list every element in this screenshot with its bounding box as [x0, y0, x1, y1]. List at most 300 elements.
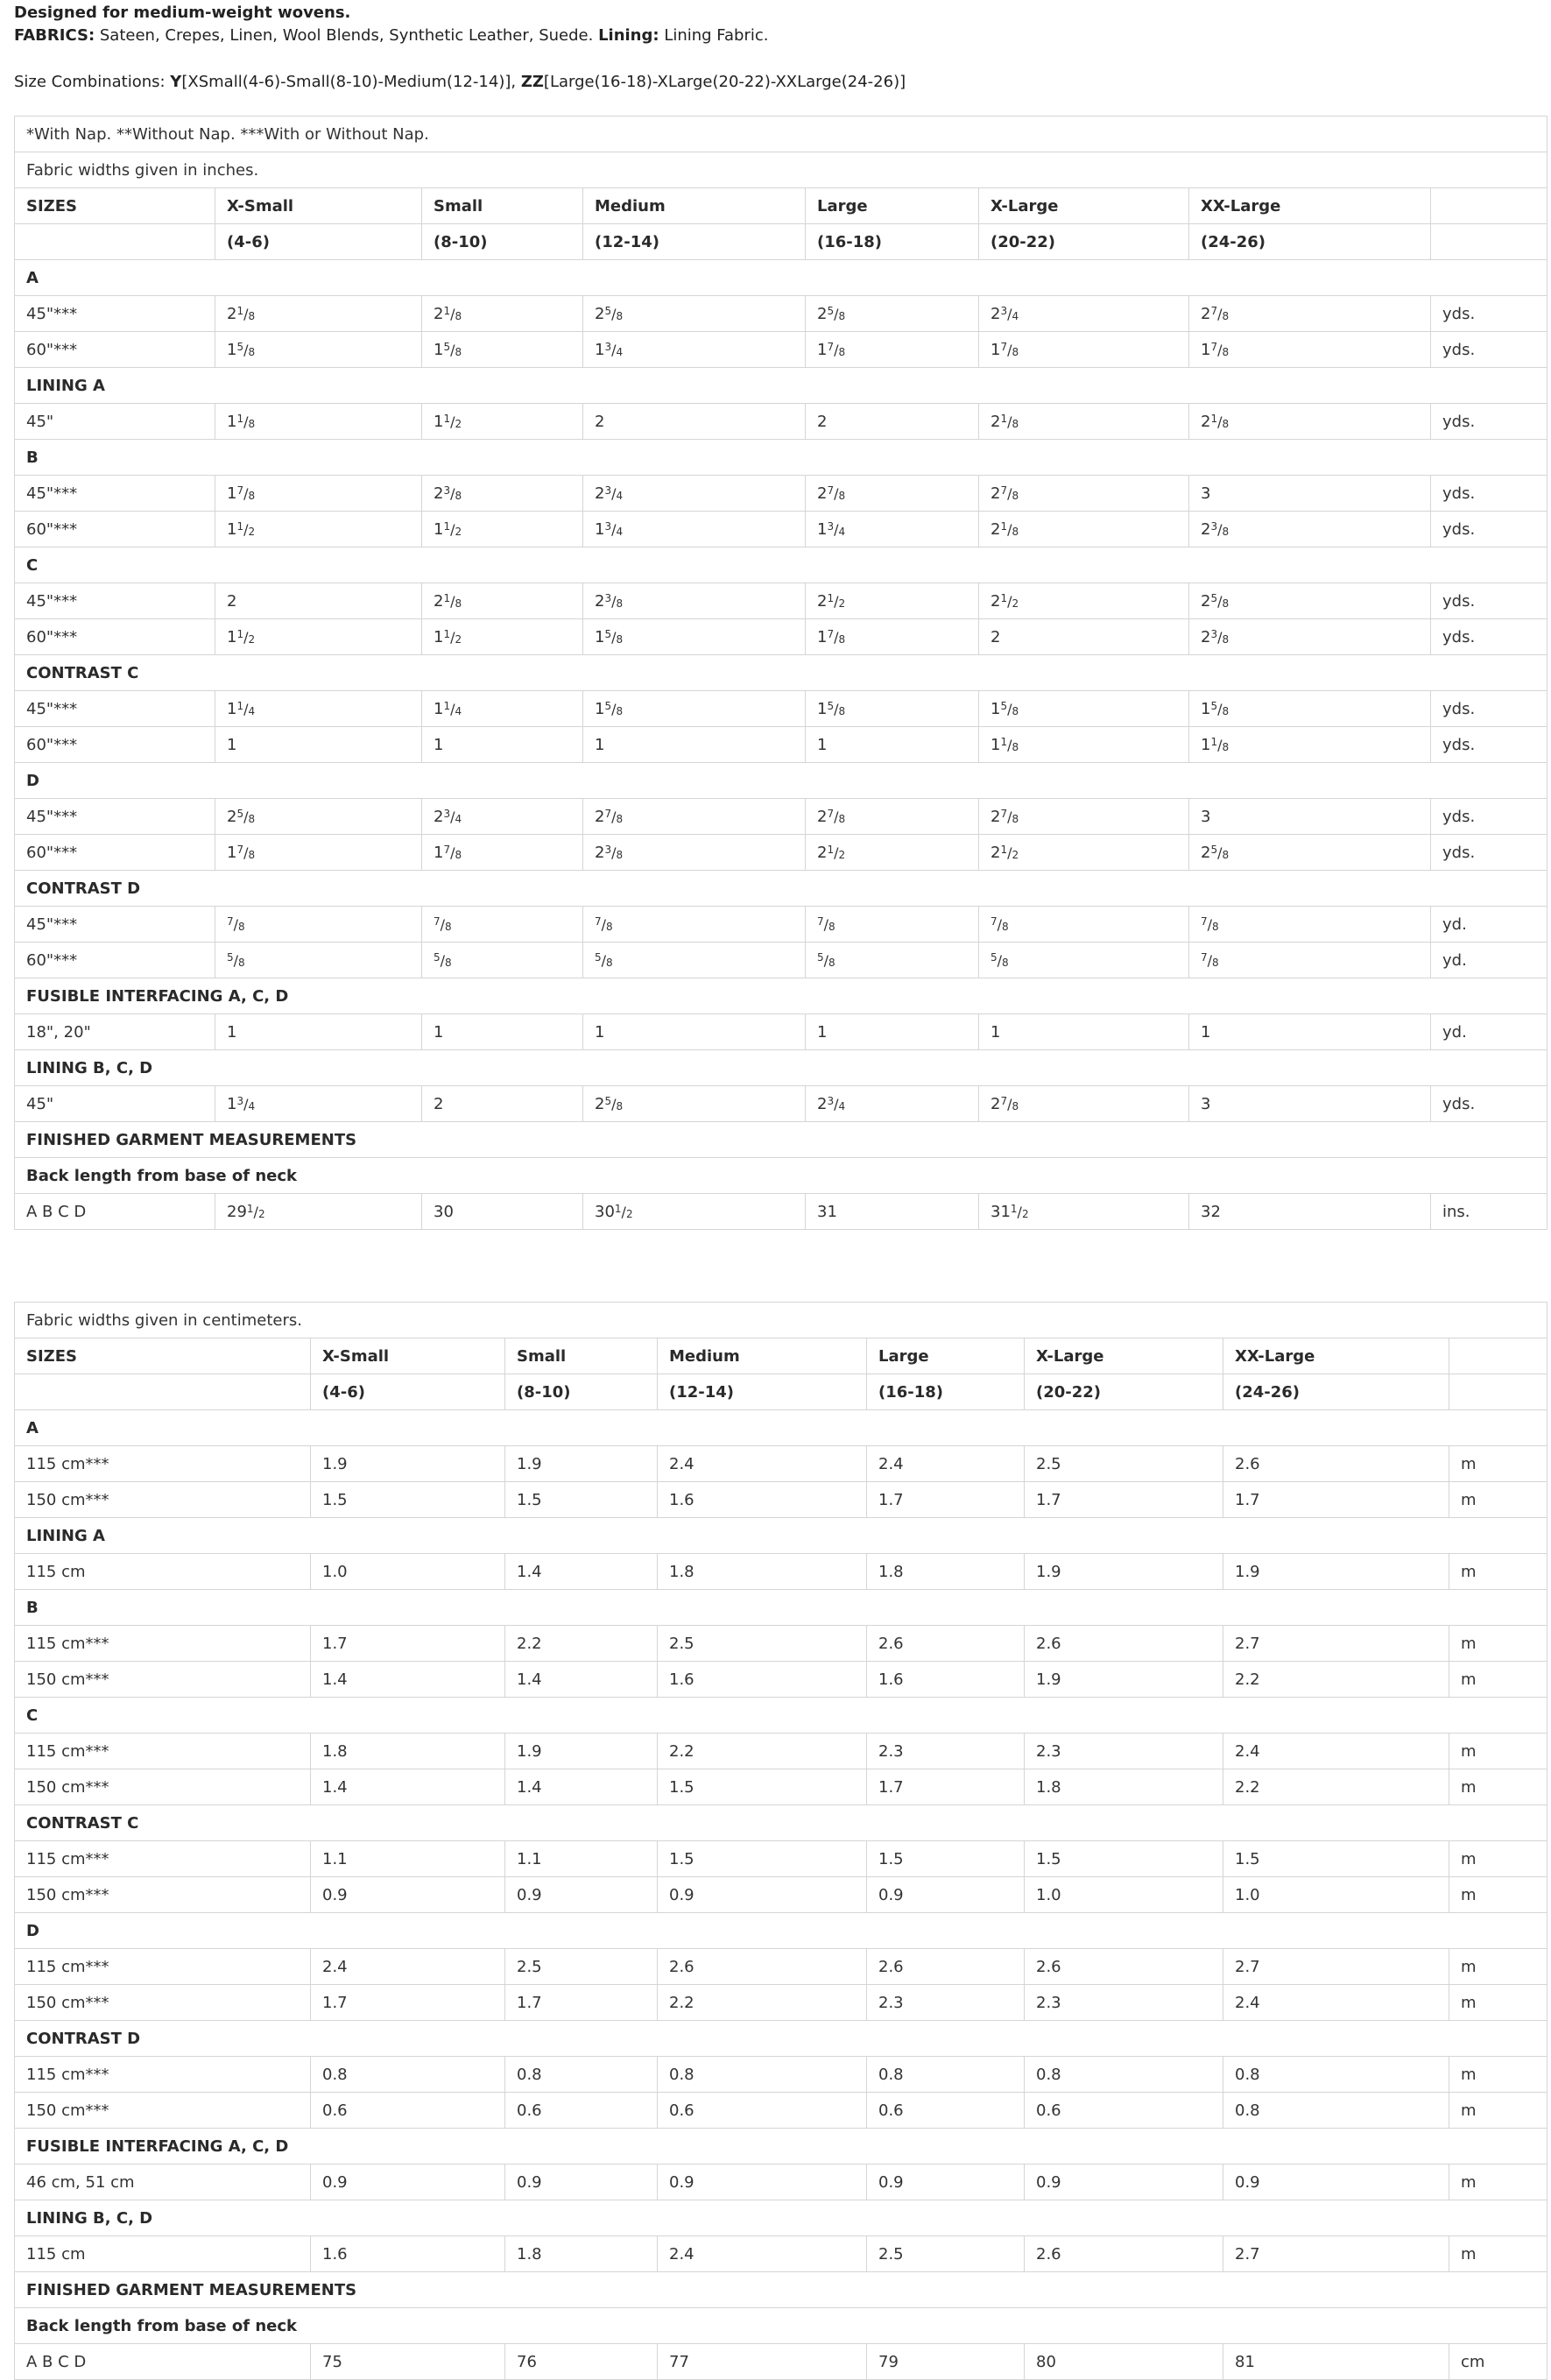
header-blank [1431, 188, 1547, 224]
yardage-value: 1.0 [1025, 1877, 1223, 1913]
sizes-label: SIZES [15, 188, 215, 224]
unit: m [1449, 2236, 1547, 2272]
yardage-value: 1 [422, 1014, 583, 1050]
yardage-value: $2^1/_8$ [215, 296, 422, 332]
intro-fabrics-line [14, 25, 1538, 47]
yardage-value: 0.9 [867, 1877, 1025, 1913]
yardage-value: $2^5/_8$ [583, 1086, 806, 1122]
yardage-value: $2^1/_8$ [979, 404, 1189, 440]
fabric-width: 115 cm [15, 1554, 311, 1590]
section-row [15, 368, 1547, 404]
yardage-value: $2^7/_8$ [979, 476, 1189, 512]
yardage-value: $2^1/_8$ [979, 512, 1189, 547]
yardage-value: $1^5/_8$ [583, 691, 806, 727]
unit: ins. [1431, 1194, 1547, 1230]
unit: m [1449, 1949, 1547, 1985]
yardage-value: 2.2 [1223, 1662, 1449, 1698]
yardage-value: $^5/_8$ [583, 943, 806, 978]
yardage-value: 0.9 [505, 1877, 658, 1913]
table-row [15, 1985, 1547, 2021]
intro-designed-for: Designed for medium-weight wovens. [14, 4, 351, 22]
yardage-value: 1.6 [658, 1662, 867, 1698]
table-row [15, 1734, 1547, 1769]
size-name: X-Large [1025, 1338, 1223, 1374]
yardage-value: 1.5 [505, 1482, 658, 1518]
yardage-value: 0.8 [505, 2057, 658, 2093]
table-row [15, 476, 1547, 512]
yardage-value: 2.6 [1025, 1626, 1223, 1662]
unit: m [1449, 1626, 1547, 1662]
unit: yds. [1431, 835, 1547, 871]
yardage-value: 2 [215, 583, 422, 619]
yardage-value: $2^7/_8$ [583, 799, 806, 835]
caption-row [15, 1303, 1547, 1338]
yardage-value: $^7/_8$ [1189, 943, 1431, 978]
yardage-value: $1^7/_8$ [422, 835, 583, 871]
yardage-value: 77 [658, 2344, 867, 2380]
yardage-value: 0.8 [311, 2057, 505, 2093]
yardage-value: 1.4 [505, 1769, 658, 1805]
yardage-value: 1.4 [505, 1662, 658, 1698]
section-heading: A [15, 1410, 1547, 1446]
table-row [15, 727, 1547, 763]
nap-note: *With Nap. **Without Nap. ***With or Without Nap. [15, 117, 1547, 152]
size-name: Medium [658, 1338, 867, 1374]
fabric-width: 115 cm*** [15, 1446, 311, 1482]
unit: cm [1449, 2344, 1547, 2380]
yardage-value: 1.5 [658, 1841, 867, 1877]
fabric-width: 150 cm*** [15, 1482, 311, 1518]
yardage-value: 32 [1189, 1194, 1431, 1230]
yardage-value: $1^5/_8$ [215, 332, 422, 368]
size-range: (12-14) [658, 1374, 867, 1410]
yardage-value: 2.4 [311, 1949, 505, 1985]
yardage-value: $1^1/_8$ [1189, 727, 1431, 763]
section-heading: CONTRAST C [15, 655, 1547, 691]
yardage-value: 30 [422, 1194, 583, 1230]
yardage-value: $1^1/_4$ [422, 691, 583, 727]
yardage-value: 2.4 [658, 2236, 867, 2272]
section-row [15, 2200, 1547, 2236]
unit: yd. [1431, 943, 1547, 978]
yardage-value: $^7/_8$ [1189, 907, 1431, 943]
table-row [15, 619, 1547, 655]
yardage-value: $^5/_8$ [806, 943, 979, 978]
unit: m [1449, 2057, 1547, 2093]
yardage-value: 2.7 [1223, 2236, 1449, 2272]
yardage-value: 1 [215, 727, 422, 763]
yardage-value: 0.8 [1223, 2093, 1449, 2129]
fabric-width: 45"*** [15, 583, 215, 619]
fabric-width: A B C D [15, 1194, 215, 1230]
yardage-value: 2.3 [1025, 1985, 1223, 2021]
section-row [15, 1122, 1547, 1158]
yardage-value: $1^3/_4$ [215, 1086, 422, 1122]
table-row [15, 835, 1547, 871]
range-blank [15, 224, 215, 260]
sizes-header-row [15, 188, 1547, 224]
yardage-value: 2.5 [505, 1949, 658, 1985]
fabric-width: 115 cm*** [15, 1949, 311, 1985]
table-row [15, 1446, 1547, 1482]
size-name: X-Large [979, 188, 1189, 224]
sizes-label: SIZES [15, 1338, 311, 1374]
yardage-value: 0.6 [1025, 2093, 1223, 2129]
yardage-value: $2^3/_4$ [806, 1086, 979, 1122]
yardage-value: $^7/_8$ [583, 907, 806, 943]
size-range: (24-26) [1189, 224, 1431, 260]
yardage-value: $1^3/_4$ [583, 512, 806, 547]
yardage-value: 1.6 [867, 1662, 1025, 1698]
section-row [15, 1410, 1547, 1446]
yardage-value: 1.8 [505, 2236, 658, 2272]
section-heading: D [15, 763, 1547, 799]
yardage-value: $2^3/_4$ [422, 799, 583, 835]
section-heading: A [15, 260, 1547, 296]
yardage-value: $1^1/_2$ [422, 512, 583, 547]
yardage-value: 2.5 [867, 2236, 1025, 2272]
yardage-value: $2^5/_8$ [215, 799, 422, 835]
range-blank [15, 1374, 311, 1410]
yardage-value: 0.6 [658, 2093, 867, 2129]
yardage-value: 1 [806, 727, 979, 763]
yardage-value: $2^1/_8$ [422, 296, 583, 332]
size-name: Large [806, 188, 979, 224]
yardage-value: 1.4 [311, 1662, 505, 1698]
fabric-width: 150 cm*** [15, 1985, 311, 2021]
section-heading: CONTRAST C [15, 1805, 1547, 1841]
yardage-value: 1.4 [505, 1554, 658, 1590]
yardage-value: 79 [867, 2344, 1025, 2380]
yardage-value: 76 [505, 2344, 658, 2380]
table-caption-inches: Fabric widths given in inches. [15, 152, 1547, 188]
table-row [15, 943, 1547, 978]
yardage-value: 3 [1189, 799, 1431, 835]
section-row [15, 2129, 1547, 2165]
section-row [15, 440, 1547, 476]
section-row [15, 2308, 1547, 2344]
fabric-width: 45"*** [15, 476, 215, 512]
fabric-width: 60"*** [15, 943, 215, 978]
section-row [15, 260, 1547, 296]
table-row [15, 1554, 1547, 1590]
fabric-width: 150 cm*** [15, 1769, 311, 1805]
yardage-value: 1 [583, 727, 806, 763]
fabric-width: 60"*** [15, 835, 215, 871]
yardage-value: 1.8 [867, 1554, 1025, 1590]
size-name: X-Small [311, 1338, 505, 1374]
yardage-value: $2^1/_8$ [1189, 404, 1431, 440]
unit: yd. [1431, 1014, 1547, 1050]
size-range: (12-14) [583, 224, 806, 260]
yardage-value: $1^3/_4$ [806, 512, 979, 547]
yardage-value: $2^3/_8$ [583, 835, 806, 871]
section-row [15, 978, 1547, 1014]
yardage-value: $30^1/_2$ [583, 1194, 806, 1230]
sizes-range-row [15, 1374, 1547, 1410]
yardage-value: 0.9 [867, 2165, 1025, 2200]
yardage-value: $1^1/_8$ [979, 727, 1189, 763]
yardage-table-centimeters [14, 1302, 1547, 2380]
yardage-value: 2.5 [658, 1626, 867, 1662]
yardage-value: $1^7/_8$ [806, 332, 979, 368]
table-row [15, 2236, 1547, 2272]
fabric-width: 45"*** [15, 296, 215, 332]
table-row [15, 799, 1547, 835]
yardage-value: 0.9 [658, 2165, 867, 2200]
yardage-value: 1 [979, 1014, 1189, 1050]
yardage-value: 1.8 [311, 1734, 505, 1769]
yardage-value: $^7/_8$ [806, 907, 979, 943]
yardage-value: 1.7 [867, 1769, 1025, 1805]
yardage-value: $1^1/_2$ [422, 619, 583, 655]
fabric-width: 18", 20" [15, 1014, 215, 1050]
section-heading: FINISHED GARMENT MEASUREMENTS [15, 1122, 1547, 1158]
section-heading: Back length from base of neck [15, 1158, 1547, 1194]
table-row [15, 296, 1547, 332]
yardage-value: 1.0 [311, 1554, 505, 1590]
table-row [15, 512, 1547, 547]
section-heading: CONTRAST D [15, 871, 1547, 907]
section-heading: FUSIBLE INTERFACING A, C, D [15, 978, 1547, 1014]
fabric-width: 115 cm*** [15, 2057, 311, 2093]
yardage-value: 2.4 [867, 1446, 1025, 1482]
yardage-value: 1.9 [505, 1734, 658, 1769]
yardage-value: 1.8 [1025, 1769, 1223, 1805]
yardage-value: $1^1/_8$ [215, 404, 422, 440]
yardage-value: 0.6 [505, 2093, 658, 2129]
yardage-value: $2^5/_8$ [1189, 835, 1431, 871]
yardage-value: $31^1/_2$ [979, 1194, 1189, 1230]
fabric-width: 45" [15, 404, 215, 440]
unit: m [1449, 1841, 1547, 1877]
yardage-value: $2^3/_8$ [583, 583, 806, 619]
fabric-width: 60"*** [15, 619, 215, 655]
yardage-value: 2.4 [1223, 1734, 1449, 1769]
yardage-value: 1.5 [867, 1841, 1025, 1877]
yardage-value: 1.6 [658, 1482, 867, 1518]
yardage-value: $1^7/_8$ [215, 476, 422, 512]
section-heading: FINISHED GARMENT MEASUREMENTS [15, 2272, 1547, 2308]
yardage-value: 1.1 [311, 1841, 505, 1877]
size-range: (20-22) [979, 224, 1189, 260]
unit: m [1449, 1769, 1547, 1805]
unit: yds. [1431, 691, 1547, 727]
section-row [15, 1698, 1547, 1734]
fabrics-text: Sateen, Crepes, Linen, Wool Blends, Synthetic Leather, Suede. [95, 26, 599, 45]
yardage-value: 1.7 [311, 1626, 505, 1662]
table-row [15, 1014, 1547, 1050]
unit: m [1449, 2165, 1547, 2200]
yardage-value: 1.5 [1025, 1841, 1223, 1877]
yardage-value: 2.4 [1223, 1985, 1449, 2021]
yardage-value: $2^3/_4$ [583, 476, 806, 512]
fabric-width: 150 cm*** [15, 1662, 311, 1698]
yardage-value: 1.1 [505, 1841, 658, 1877]
yardage-value: $1^7/_8$ [806, 619, 979, 655]
yardage-value: $1^1/_2$ [215, 512, 422, 547]
table-caption-centimeters: Fabric widths given in centimeters. [15, 1303, 1547, 1338]
fabric-width: 115 cm*** [15, 1734, 311, 1769]
yardage-value: $2^5/_8$ [1189, 583, 1431, 619]
section-heading: C [15, 1698, 1547, 1734]
section-heading: B [15, 1590, 1547, 1626]
header-blank [1449, 1374, 1547, 1410]
yardage-value: 0.9 [1025, 2165, 1223, 2200]
section-heading: LINING B, C, D [15, 2200, 1547, 2236]
yardage-value: 80 [1025, 2344, 1223, 2380]
yardage-value: 0.9 [311, 2165, 505, 2200]
table-row [15, 2165, 1547, 2200]
yardage-value: 1.7 [867, 1482, 1025, 1518]
unit: yds. [1431, 476, 1547, 512]
yardage-value: 2.6 [1025, 2236, 1223, 2272]
yardage-value: 0.8 [658, 2057, 867, 2093]
yardage-value: 2.2 [1223, 1769, 1449, 1805]
yardage-value: 1 [215, 1014, 422, 1050]
yardage-value: $^5/_8$ [215, 943, 422, 978]
size-y-text: [XSmall(4-6)-Small(8-10)-Medium(12-14)], [181, 73, 521, 91]
yardage-value: $29^1/_2$ [215, 1194, 422, 1230]
unit: m [1449, 1877, 1547, 1913]
table-row [15, 1949, 1547, 1985]
section-row [15, 1913, 1547, 1949]
yardage-value: 0.8 [1025, 2057, 1223, 2093]
table-row [15, 2057, 1547, 2093]
section-row [15, 655, 1547, 691]
yardage-value: 0.9 [311, 1877, 505, 1913]
yardage-value: 2.6 [1223, 1446, 1449, 1482]
size-range: (16-18) [867, 1374, 1025, 1410]
yardage-value: $2^1/_2$ [806, 835, 979, 871]
unit: yds. [1431, 332, 1547, 368]
table-row [15, 1841, 1547, 1877]
yardage-value: $1^7/_8$ [215, 835, 422, 871]
yardage-value: $2^7/_8$ [806, 476, 979, 512]
size-zz-code: ZZ [520, 73, 544, 91]
yardage-value: 1.6 [311, 2236, 505, 2272]
yardage-value: $1^1/_2$ [215, 619, 422, 655]
yardage-value: $2^1/_2$ [806, 583, 979, 619]
yardage-value: 1.0 [1223, 1877, 1449, 1913]
fabric-width: 115 cm*** [15, 1841, 311, 1877]
yardage-value: $1^5/_8$ [583, 619, 806, 655]
size-range: (8-10) [505, 1374, 658, 1410]
yardage-table-inches [14, 116, 1547, 1230]
table-row [15, 332, 1547, 368]
fabric-width: 60"*** [15, 727, 215, 763]
yardage-value: 3 [1189, 1086, 1431, 1122]
yardage-value: $2^5/_8$ [806, 296, 979, 332]
yardage-value: 1 [583, 1014, 806, 1050]
yardage-value: 1.7 [311, 1985, 505, 2021]
yardage-value: 1.9 [311, 1446, 505, 1482]
yardage-value: $1^7/_8$ [1189, 332, 1431, 368]
yardage-value: 2.4 [658, 1446, 867, 1482]
yardage-value: 3 [1189, 476, 1431, 512]
section-row [15, 763, 1547, 799]
fabric-width: 45"*** [15, 799, 215, 835]
yardage-value: 0.9 [658, 1877, 867, 1913]
yardage-value: $2^1/_2$ [979, 835, 1189, 871]
yardage-value: $2^7/_8$ [979, 1086, 1189, 1122]
table-row [15, 1769, 1547, 1805]
yardage-value: $^7/_8$ [979, 907, 1189, 943]
yardage-value: 1 [806, 1014, 979, 1050]
unit: m [1449, 2093, 1547, 2129]
table-row [15, 2344, 1547, 2380]
section-row [15, 871, 1547, 907]
fabric-width: A B C D [15, 2344, 311, 2380]
yardage-value: 75 [311, 2344, 505, 2380]
yardage-value: $2^1/_2$ [979, 583, 1189, 619]
header-blank [1431, 224, 1547, 260]
yardage-value: 1.7 [505, 1985, 658, 2021]
size-name: XX-Large [1223, 1338, 1449, 1374]
lining-text: Lining Fabric. [659, 26, 769, 45]
table-row [15, 1877, 1547, 1913]
yardage-value: 81 [1223, 2344, 1449, 2380]
yardage-value: 2.6 [867, 1949, 1025, 1985]
unit: m [1449, 1482, 1547, 1518]
yardage-value: 2 [583, 404, 806, 440]
unit: yds. [1431, 583, 1547, 619]
yardage-value: 2.2 [658, 1734, 867, 1769]
unit: m [1449, 1554, 1547, 1590]
fabric-width: 150 cm*** [15, 2093, 311, 2129]
yardage-value: 2.2 [505, 1626, 658, 1662]
yardage-value: 2.6 [1025, 1949, 1223, 1985]
yardage-value: 1.4 [311, 1769, 505, 1805]
size-range: (4-6) [215, 224, 422, 260]
pattern-intro [14, 2, 1538, 94]
fabric-width: 60"*** [15, 332, 215, 368]
fabric-width: 45" [15, 1086, 215, 1122]
yardage-value: $2^3/_8$ [422, 476, 583, 512]
yardage-value: $2^3/_8$ [1189, 619, 1431, 655]
unit: yds. [1431, 799, 1547, 835]
yardage-value: 1.5 [658, 1769, 867, 1805]
fabric-width: 45"*** [15, 691, 215, 727]
yardage-value: 1 [422, 727, 583, 763]
yardage-value: 1.9 [1025, 1554, 1223, 1590]
yardage-value: $2^1/_8$ [422, 583, 583, 619]
fabric-width: 45"*** [15, 907, 215, 943]
table-row [15, 1626, 1547, 1662]
size-name: Small [505, 1338, 658, 1374]
yardage-value: $2^7/_8$ [806, 799, 979, 835]
yardage-value: 2.5 [1025, 1446, 1223, 1482]
sizes-header-row [15, 1338, 1547, 1374]
section-row [15, 1050, 1547, 1086]
yardage-value: $1^5/_8$ [979, 691, 1189, 727]
table-row [15, 2093, 1547, 2129]
yardage-value: 1.9 [1223, 1554, 1449, 1590]
yardage-value: 2.2 [658, 1985, 867, 2021]
table-row [15, 1482, 1547, 1518]
intro-size-combinations [14, 71, 1538, 94]
yardage-value: $1^5/_8$ [1189, 691, 1431, 727]
yardage-value: $^7/_8$ [422, 907, 583, 943]
section-row [15, 1805, 1547, 1841]
yardage-value: 2.7 [1223, 1626, 1449, 1662]
table-row [15, 691, 1547, 727]
yardage-value: $2^3/_8$ [1189, 512, 1431, 547]
size-name: Small [422, 188, 583, 224]
yardage-value: 0.8 [1223, 2057, 1449, 2093]
table-row [15, 907, 1547, 943]
size-name: Medium [583, 188, 806, 224]
